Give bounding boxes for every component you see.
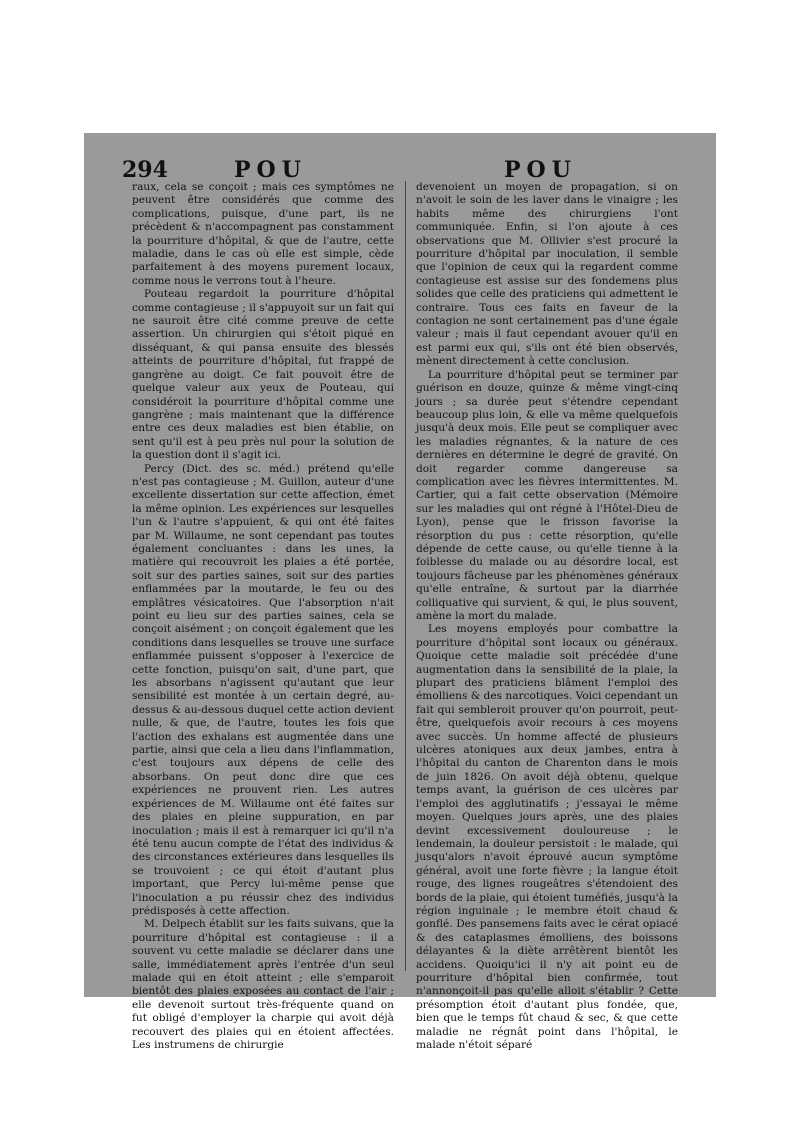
paragraph: M. Delpech établit sur les faits suivans, que la pourriture d'hôpital est contagieuse : il a souvent vu cette maladie se déclarer dans une salle, immédiatement après l'entrée d'un seul malade qui en étoit atteint ; elle s'emparoit bientôt des plaies exposées au contact de l'air ; elle devenoit surtout très-fréquente quand on fut obligé d'employer la charpie qui avoit déjà recouvert des plaies qui en étoient affectées. Les instrumens de chirurgie [132, 918, 394, 1051]
paragraph: Pouteau regardoit la pourriture d'hôpital comme contagieuse ; il s'appuyoit sur un fait qui ne sauroit être cité comme preuve de cette assertion. Un chirurgien qui s'étoit piqué en disséquant, & qui pansa ensuite des blessés atteints de pourriture d'hôpital, fut frappé de gangrène au doigt. Ce fait pouvoit être de quelque valeur aux yeux de Pouteau, qui considéroit la pourriture d'hôpital comme une gangrène ; mais maintenant que la différence entre ces deux maladies est bien établie, on sent qu'il est à peu près nul pour la solution de la question dont il s'agit ici. [132, 288, 394, 462]
page-number: 294 [122, 157, 168, 183]
running-head-left: POU [234, 157, 307, 183]
paragraph: La pourriture d'hôpital peut se terminer par guérison en douze, quinze & même vingt-cinq jours ; sa durée peut s'étendre cependant beaucoup plus loin, & elle va même quelquefois jusqu'à deux mois. Elle peut se compliquer avec les maladies régnantes, & la nature de ces dernières en détermine le degré de gravité. On doit regarder comme dangereuse sa complication avec les fièvres intermittentes. M. Cartier, qui a fait cette observation (Mémoire sur les maladies qui ont régné à l'Hôtel-Dieu de Lyon), pense que le frisson favorise la résorption du pus : cette résorption, qu'elle dépende de cette cause, ou qu'elle tienne à la foiblesse du malade ou au désordre local, est toujours fâcheuse par les phénomènes généraux qu'elle entraîne, & surtout par la diarrhée colliquative qui survient, & qui, le plus souvent, amène la mort du malade. [416, 368, 678, 622]
left-column [132, 181, 394, 1051]
right-column [416, 181, 679, 1051]
paragraph: Les moyens employés pour combattre la pourriture d'hôpital sont locaux ou généraux. Quoique cette maladie soit précédée d'une augmentation dans la sensibilité de la plaie, la plupart des praticiens blâment l'emploi des émolliens & des narcotiques. Voici cependant un fait qui sembleroit prouver qu'on pourroit, peut-être, quelquefois avoir recours à ces moyens avec succès. Un homme affecté de plusieurs ulcères atoniques aux deux jambes, entra à l'hôpital du canton de Charenton dans le mois de juin 1826. On avoit déjà obtenu, quelque temps avant, la guérison de ces ulcères par l'emploi des agglutinatifs ; j'essayai le même moyen. Quelques jours après, une des plaies devint excessivement douloureuse ; le lendemain, la douleur persistoit : le malade, qui jusqu'alors n'avoit éprouvé aucun symptôme général, avoit une forte fièvre ; la langue étoit rouge, des lignes rougeâtres s'étendoient des bords de la plaie, qui étoient tuméfiés, jusqu'à la région inguinale ; le membre étoit chaud & gonflé. Des pansemens faits avec le cérat opiacé & des cataplasmes émolliens, des boissons délayantes & la diète arrêtèrent bientôt les accidens. Quoiqu'ici il n'y ait point eu de pourriture d'hôpital bien confirmée, tout n'annonçoit-il pas qu'elle alloit s'établir ? Cette présomption étoit d'autant plus fondée, que, bien que le temps fût chaud & sec, & que cette maladie ne régnât point dans l'hôpital, le malade n'étoit séparé [416, 623, 679, 1051]
book-page [84, 133, 716, 1051]
running-head-right: POU [504, 157, 577, 183]
paragraph: raux, cela se conçoit ; mais ces symptômes ne peuvent être considérés que comme des complications, puisque, d'une part, ils ne précèdent & n'accompagnent pas constamment la pourriture d'hôpital, & que de l'autre, cette maladie, dans le cas où elle est simple, cède parfaitement à des moyens purement locaux, comme nous le verrons tout à l'heure. [132, 181, 394, 287]
column-divider [405, 181, 406, 971]
paragraph: Percy (Dict. des sc. méd.) prétend qu'elle n'est pas contagieuse ; M. Guillon, auteur d'une excellente dissertation sur cette affection, émet la même opinion. Les expériences sur lesquelles l'un & l'autre s'appuient, & qui ont été faites par M. Willaume, ne sont cependant pas toutes également concluantes : dans les unes, la matière qui recouvroit les plaies a été portée, soit sur des parties saines, soit sur des parties enflammées par la moutarde, le feu ou des emplâtres vésicatoires. Que l'absorption n'ait point eu lieu sur des parties saines, cela se conçoit aisément ; on conçoit également que les conditions dans lesquelles se trouve une surface enflammée puissent s'opposer à l'exercice de cette fonction, puisqu'on sait, d'une part, que les absorbans n'agissent qu'autant que leur sensibilité est montée à un certain degré, au-dessus & au-dessous duquel cette action devient nulle, & que, de l'autre, toutes les fois que l'action des exhalans est augmentée dans une partie, ainsi que cela a lieu dans l'inflammation, c'est toujours aux dépens de celle des absorbans. On peut donc dire que ces expériences ne prouvent rien. Les autres expériences de M. Willaume ont été faites sur des plaies en pleine suppuration, en par inoculation ; mais il est à remarquer ici qu'il n'a été tenu aucun compte de l'état des individus & des circonstances extérieures dans lesquelles ils se trouvoient ; ce qui étoit d'autant plus important, que Percy lui-même pense que l'inoculation a pu réussir chez des individus prédisposés à cette affection. [132, 462, 394, 917]
paragraph: devenoient un moyen de propagation, si on n'avoit le soin de les laver dans le vinaigre ; les habits même des chirurgiens l'ont communiquée. Enfin, si l'on ajoute à ces observations que M. Ollivier s'est procuré la pourriture d'hôpital par inoculation, il semble que l'opinion de ceux qui la regardent comme contagieuse est assise sur des fondemens plus solides que celle des praticiens qui admettent le contraire. Tous ces faits en faveur de la contagion ne sont certainement pas d'une égale valeur ; mais il faut cependant avouer qu'il en est parmi eux qui, s'ils ont été bien observés, mènent directement à cette conclusion. [416, 181, 678, 368]
